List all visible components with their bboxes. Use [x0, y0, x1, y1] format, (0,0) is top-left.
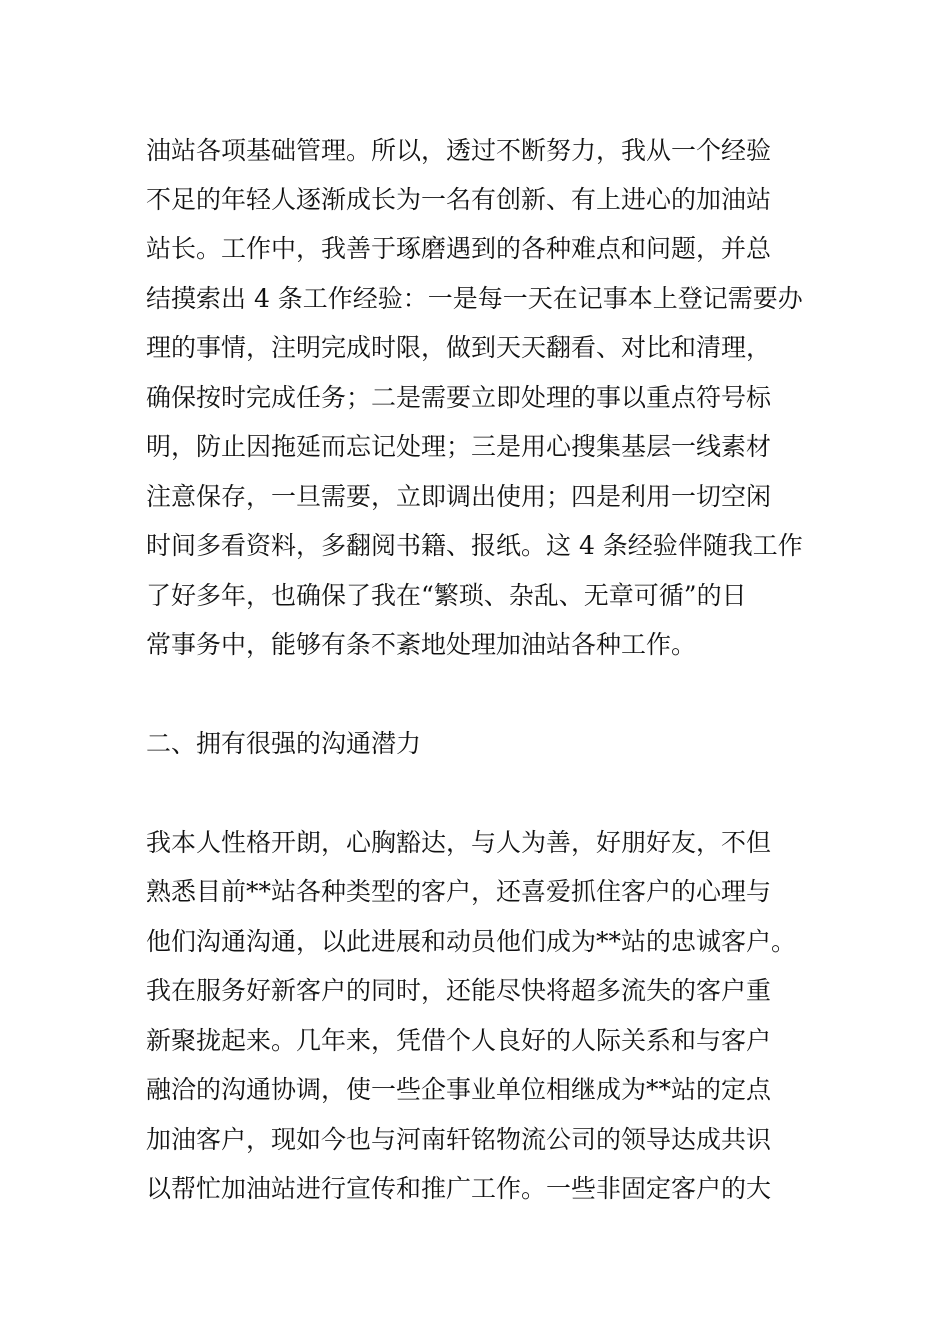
paragraph-2-line-7: 加油客户，现如今也与河南轩铭物流公司的领导达成共识	[146, 1125, 772, 1154]
paragraph-2-line-8: 以帮忙加油站进行宣传和推广工作。一些非固定客户的大	[146, 1174, 772, 1203]
paragraph-1-line-1: 油站各项基础管理。所以，透过不断努力，我从一个经验	[146, 136, 772, 165]
paragraph-2-line-4: 我在服务好新客户的同时，还能尽快将超多流失的客户重	[146, 976, 772, 1005]
paragraph-1-line-8: 注意保存，一旦需要，立即调出使用；四是利用一切空闲	[146, 482, 772, 511]
paragraph-2-line-1: 我本人性格开朗，心胸豁达，与人为善，好朋好友，不但	[146, 828, 772, 857]
paragraph-1-line-2: 不足的年轻人逐渐成长为一名有创新、有上进心的加油站	[146, 185, 772, 214]
paragraph-1-line-11: 常事务中，能够有条不紊地处理加油站各种工作。	[146, 630, 697, 659]
paragraph-2-line-2: 熟悉目前**站各种类型的客户，还喜爱抓住客户的心理与	[146, 877, 772, 906]
paragraph-2-line-5: 新聚拢起来。几年来，凭借个人良好的人际关系和与客户	[146, 1026, 772, 1055]
paragraph-1-line-9: 时间多看资料，多翻阅书籍、报纸。这 4 条经验伴随我工作	[146, 531, 803, 560]
paragraph-1-line-5: 理的事情，注明完成时限，做到天天翻看、对比和清理，	[146, 333, 772, 362]
section-heading: 二、拥有很强的沟通潜力	[146, 729, 422, 758]
paragraph-1-line-10: 了好多年，也确保了我在“繁琐、杂乱、无章可循”的日	[146, 581, 747, 610]
paragraph-1-line-7: 明，防止因拖延而忘记处理；三是用心搜集基层一线素材	[146, 432, 772, 461]
paragraph-1-line-4: 结摸索出 4 条工作经验：一是每一天在记事本上登记需要办	[146, 284, 803, 313]
paragraph-2-line-6: 融洽的沟通协调，使一些企事业单位相继成为**站的定点	[146, 1075, 772, 1104]
paragraph-2-line-3: 他们沟通沟通，以此进展和动员他们成为**站的忠诚客户。	[146, 927, 797, 956]
paragraph-1-line-3: 站长。工作中，我善于琢磨遇到的各种难点和问题，并总	[146, 234, 772, 263]
paragraph-1-line-6: 确保按时完成任务；二是需要立即处理的事以重点符号标	[146, 383, 772, 412]
